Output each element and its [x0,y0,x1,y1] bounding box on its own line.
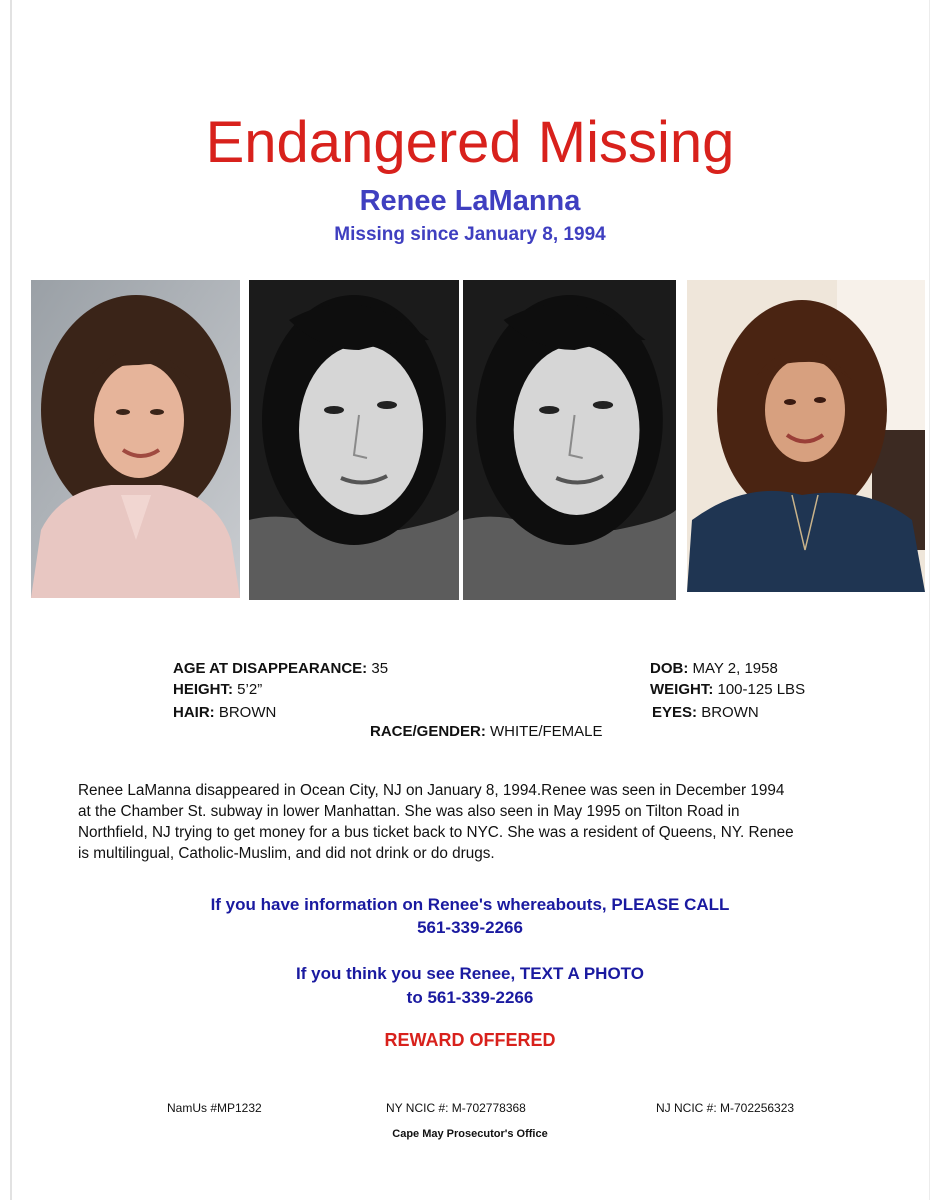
description-line: is multilingual, Catholic-Muslim, and did not drink or do drugs. [78,845,495,862]
photo-color-casual [687,280,925,592]
call-instruction: If you have information on Renee's whereabouts, PLEASE CALL [210,895,730,914]
text-phone-number: to 561-339-2266 [406,988,534,1007]
stat-weight-value: 100-125 LBS [717,681,806,698]
stat-height-value: 5’2” [237,681,263,698]
stat-age [173,659,388,679]
stat-dob [650,659,778,679]
page-border-left [10,0,12,1200]
poster-title: Endangered Missing [205,110,735,175]
stat-dob-value: MAY 2, 1958 [692,660,778,677]
nj-ncic-number: NJ NCIC #: M-702256323 [656,1101,795,1115]
text-instruction: If you think you see Renee, TEXT A PHOTO [296,964,644,983]
stat-eyes [652,703,759,723]
description-line: at the Chamber St. subway in lower Manhattan. She was also seen in May 1995 on Tilton Road in [78,803,740,820]
stat-age-label: AGE AT DISAPPEARANCE: [173,660,368,677]
description-line: Northfield, NJ trying to get money for a bus ticket back to NYC. She was a resident of Queens, NY. Renee [78,824,794,841]
stat-hair [173,703,276,723]
photo-color-portrait [31,280,240,598]
reward-notice: REWARD OFFERED [384,1030,556,1050]
stat-dob-label: DOB: [650,660,689,677]
missing-person-name: Renee LaManna [359,185,581,217]
stat-height [173,680,262,700]
stat-height-label: HEIGHT: [173,681,233,698]
photo-bw-portrait [249,280,459,600]
case-description [78,780,868,864]
ny-ncic-number: NY NCIC #: M-702778368 [386,1101,526,1115]
stat-race-value: WHITE/FEMALE [490,723,603,740]
description-line: Renee LaManna disappeared in Ocean City, NJ on January 8, 1994.Renee was seen in December 1994 [78,782,785,799]
prosecutor-office: Cape May Prosecutor's Office [392,1128,548,1140]
stat-weight [650,680,805,700]
page-border-right [929,0,930,1200]
stat-hair-label: HAIR: [173,704,215,721]
missing-since-date: Missing since January 8, 1994 [334,224,606,245]
photo-bw-portrait-duplicate [463,280,676,600]
stat-age-value: 35 [371,660,389,677]
stat-weight-label: WEIGHT: [650,681,714,698]
stat-eyes-value: BROWN [701,704,759,721]
namus-number: NamUs #MP1232 [167,1101,262,1115]
stat-race-label: RACE/GENDER: [370,723,486,740]
stat-eyes-label: EYES: [652,704,698,721]
stat-hair-value: BROWN [218,704,277,721]
stat-race-gender [370,722,603,742]
call-phone-number: 561-339-2266 [417,918,523,937]
